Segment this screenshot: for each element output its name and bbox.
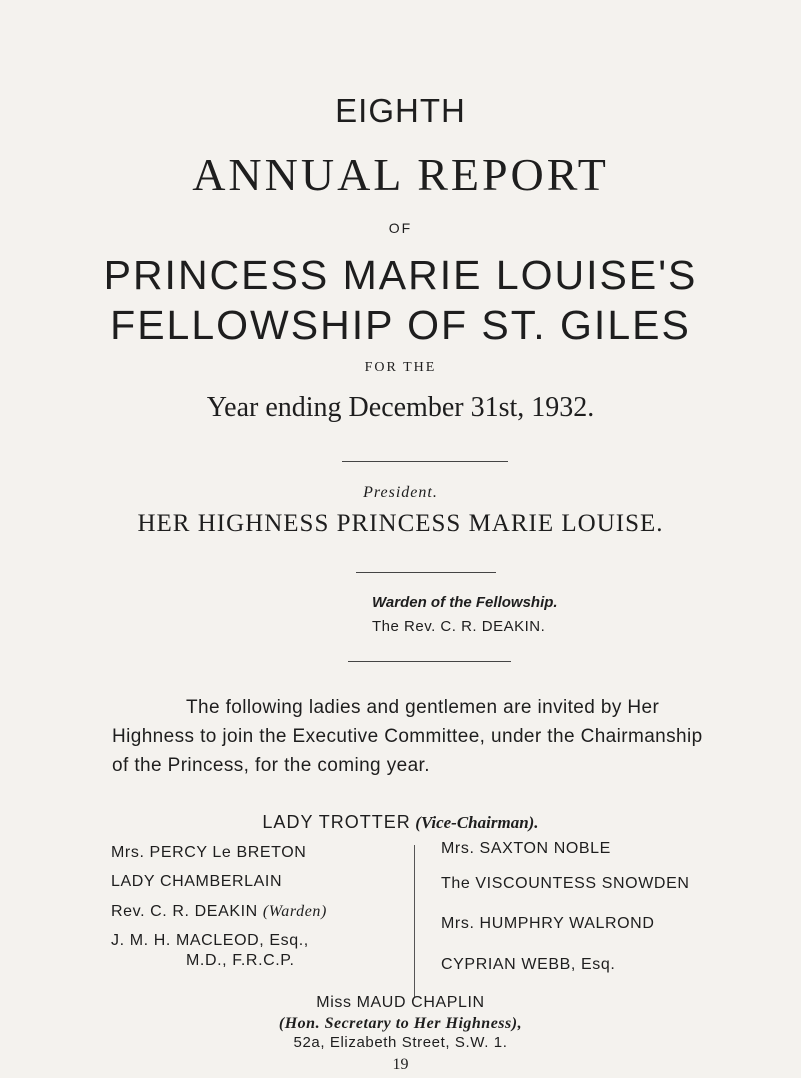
paragraph-line: The following ladies and gentlemen are invited by Her	[186, 697, 660, 718]
divider-rule	[356, 572, 496, 573]
committee-member: Mrs. SAXTON NOBLE	[441, 840, 611, 857]
warden-name: The Rev. C. R. DEAKIN.	[372, 618, 546, 635]
committee-member-warden	[111, 903, 327, 921]
committee-member: LADY CHAMBERLAIN	[111, 873, 283, 890]
page-number: 19	[392, 1056, 409, 1073]
committee-member: Mrs. PERCY Le BRETON	[111, 844, 307, 861]
vice-chairman-line	[0, 812, 801, 833]
invitation-paragraph	[112, 693, 762, 780]
year-ending: Year ending December 31st, 1932.	[206, 392, 595, 423]
secretary-address: 52a, Elizabeth Street, S.W. 1.	[293, 1034, 508, 1051]
vice-chairman-name: LADY TROTTER	[262, 812, 411, 832]
heading-annual-report: ANNUAL REPORT	[192, 149, 609, 200]
paragraph-line: Highness to join the Executive Committee, under the Chairmanship	[112, 726, 703, 747]
paragraph-line: of the Princess, for the coming year.	[112, 755, 430, 776]
secretary-role: (Hon. Secretary to Her Highness),	[278, 1015, 523, 1032]
committee-member: CYPRIAN WEBB, Esq.	[441, 956, 616, 973]
warden-label: Warden of the Fellowship.	[372, 594, 558, 611]
committee-member: Rev. C. R. DEAKIN	[111, 903, 258, 920]
president-label: President.	[363, 484, 438, 501]
divider-rule	[342, 461, 508, 462]
title-line-1: PRINCESS MARIE LOUISE'S	[103, 252, 698, 298]
warden-note: (Warden)	[262, 903, 327, 920]
column-divider	[414, 845, 415, 997]
divider-rule	[348, 661, 511, 662]
heading-for-the: FOR THE	[364, 360, 437, 375]
committee-member: J. M. H. MACLEOD, Esq.,	[111, 932, 309, 949]
vice-chairman-role: (Vice-Chairman).	[415, 813, 539, 832]
president-name: HER HIGHNESS PRINCESS MARIE LOUISE.	[137, 510, 664, 537]
committee-member-qualifications: M.D., F.R.C.P.	[186, 952, 295, 969]
heading-of: OF	[388, 220, 413, 236]
committee-member: The VISCOUNTESS SNOWDEN	[441, 875, 690, 892]
heading-eighth: EIGHTH	[335, 92, 466, 129]
title-line-2: FELLOWSHIP OF ST. GILES	[110, 302, 691, 348]
secretary-name: Miss MAUD CHAPLIN	[316, 994, 485, 1011]
committee-member: Mrs. HUMPHRY WALROND	[441, 915, 655, 932]
